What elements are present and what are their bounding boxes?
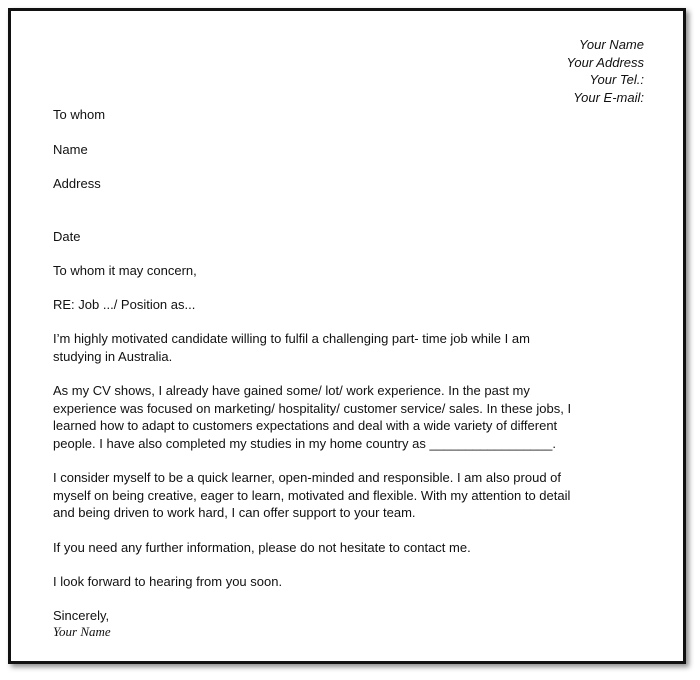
paragraph-closing: [53, 573, 633, 591]
salutation: To whom it may concern,: [53, 263, 197, 278]
signature-name: Your Name: [53, 624, 111, 639]
closing: Sincerely,: [53, 608, 110, 623]
paragraph-contact: [53, 539, 633, 557]
letter-date: Date: [53, 229, 81, 244]
paragraph-qualities: [53, 469, 633, 522]
paragraph-line: studying in Australia.: [53, 348, 173, 364]
recipient-address: Address: [53, 176, 101, 191]
paragraph-line: and being driven to work hard, I can offer support to your team.: [53, 505, 416, 520]
sender-tel: Your Tel.:: [589, 72, 644, 87]
paragraph-experience: [53, 382, 633, 452]
paragraph-line: I’m highly motivated candidate willing to fulfil a challenging part- time job while I am: [53, 331, 530, 346]
recipient-name: Name: [53, 142, 88, 157]
sender-block: [566, 36, 644, 106]
recipient-to: To whom: [53, 107, 106, 122]
paragraph-intro: [53, 330, 633, 365]
paragraph-line: I consider myself to be a quick learner, open-minded and responsible. I am also proud of: [53, 470, 562, 485]
paragraph-line: As my CV shows, I already have gained some/ lot/ work experience. In the past my: [53, 383, 530, 398]
sender-email: Your E-mail:: [573, 89, 644, 105]
paragraph-line: experience was focused on marketing/ hospitality/ customer service/ sales. In these jobs, I: [53, 400, 572, 416]
sender-address: Your Address: [566, 54, 644, 70]
paragraph-line: If you need any further information, please do not hesitate to contact me.: [53, 540, 471, 555]
paragraph-line: myself on being creative, eager to learn, motivated and flexible. With my attention to detail: [53, 487, 571, 503]
paragraph-line: people. I have also completed my studies in my home country as _________________.: [53, 435, 556, 451]
subject-line: RE: Job .../ Position as...: [53, 297, 196, 312]
sender-name: Your Name: [578, 37, 644, 52]
paragraph-line: learned how to adapt to customers expectations and deal with a wide variety of different: [53, 418, 558, 433]
paragraph-line: I look forward to hearing from you soon.: [53, 574, 283, 589]
